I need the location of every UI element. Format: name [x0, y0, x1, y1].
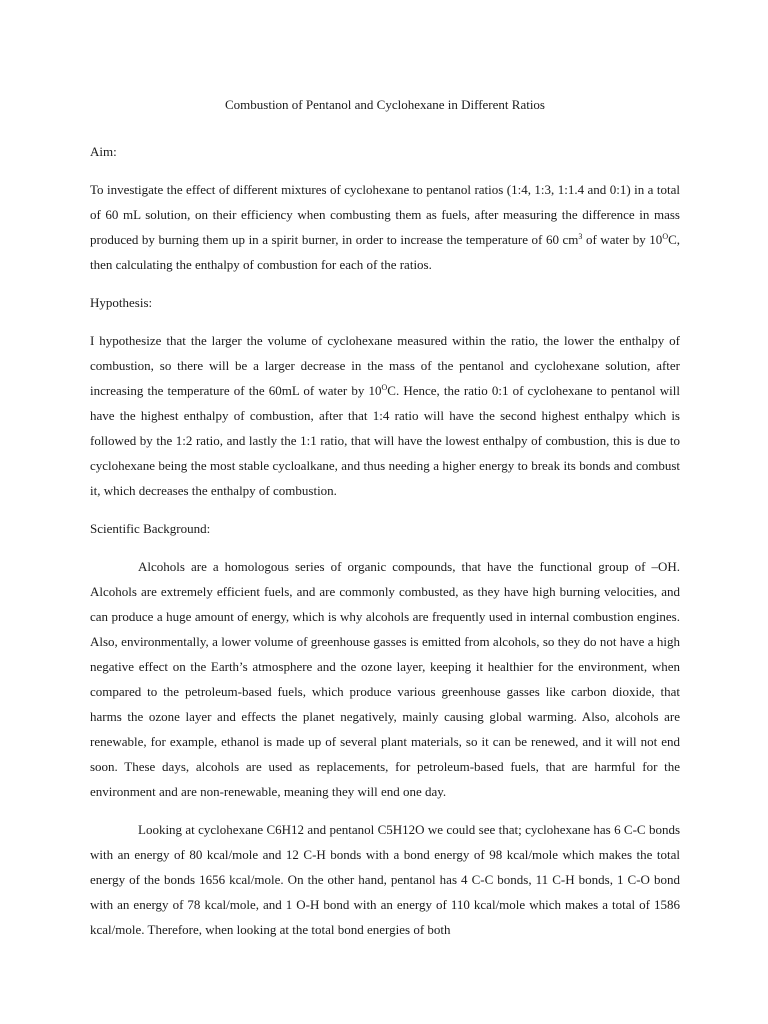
document-title: Combustion of Pentanol and Cyclohexane in Different Ratios	[224, 97, 545, 112]
superscript-cubed: 3	[578, 232, 583, 241]
aim-text-part-3: C, then calculating the enthalpy of combustion for each of the ratios.	[90, 232, 681, 272]
hypothesis-heading: Hypothesis:	[90, 295, 153, 310]
background-paragraph-bond-energies: Looking at cyclohexane C6H12 and pentanol C5H12O we could see that; cyclohexane has 6 C-C bonds with an energy of 80 kcal/mole and 12 C-H bonds with a bond energy of 98 kcal/mole which makes the total energy of the bonds 1656 kcal/mole. On the other hand, pentanol has 4 C-C bonds, 11 C-H bonds, 1 C-O bond with an energy of 78 kcal/mole, and 1 O-H bond with an energy of 110 kcal/mole which makes a total of 1586 kcal/mole. Therefore, when looking at the total bond energies of both	[90, 822, 680, 937]
aim-text-part-2: of water by 10	[582, 232, 663, 247]
superscript-degree: O	[381, 383, 388, 392]
hypothesis-paragraph	[90, 328, 680, 503]
background-paragraph-alcohols: Alcohols are a homologous series of organic compounds, that have the functional group of –OH. Alcohols are extremely efficient fuels, and are commonly combusted, as they have high burning velocities, and can produce a huge amount of energy, which is why alcohols are frequently used in internal combustion engines. Also, environmentally, a lower volume of greenhouse gasses is emitted from alcohols, so they do not have a high negative effect on the Earth’s atmosphere and the ozone layer, keeping it healthier for the environment, when compared to the petroleum-based fuels, which produce various greenhouse gasses like carbon dioxide, that harms the ozone layer and effects the planet negatively, mainly causing global warming. Also, alcohols are renewable, for example, ethanol is made up of several plant materials, so it can be renewed, and it will not end soon. These days, alcohols are used as replacements, for petroleum-based fuels, that are harmful for the environment and are non-renewable, meaning they will end one day.	[90, 559, 680, 799]
hypothesis-text-part-2: C. Hence, the ratio 0:1 of cyclohexane to pentanol will have the highest enthalpy of combustion, after that 1:4 ratio will have the second highest enthalpy which is followed by the 1:2 ratio, and lastly the 1:1 ratio, that will have the lowest enthalpy of combustion, this is due to cyclohexane being the most stable cycloalkane, and thus needing a higher energy to break its bonds and combust it, which decreases the enthalpy of combustion.	[90, 383, 680, 498]
superscript-degree: O	[662, 232, 669, 241]
hypothesis-text-part-1: I hypothesize that the larger the volume of cyclohexane measured within the ratio, the lower the enthalpy of combustion, so there will be a larger decrease in the mass of the pentanol and cyclohexane solution, after increasing the temperature of the 60mL of water by 10	[90, 333, 680, 398]
aim-heading: Aim:	[90, 144, 117, 159]
aim-paragraph	[90, 177, 680, 277]
aim-text-part-1: To investigate the effect of different mixtures of cyclohexane to pentanol ratios (1:4, 1:3, 1:1.4 and 0:1) in a total of 60 mL solution, on their efficiency when combusting them as fuels, after measuring the difference in mass produced by burning them up in a spirit burner, in order to increase the temperature of 60 cm	[90, 182, 680, 247]
background-heading: Scientific Background:	[90, 521, 211, 536]
